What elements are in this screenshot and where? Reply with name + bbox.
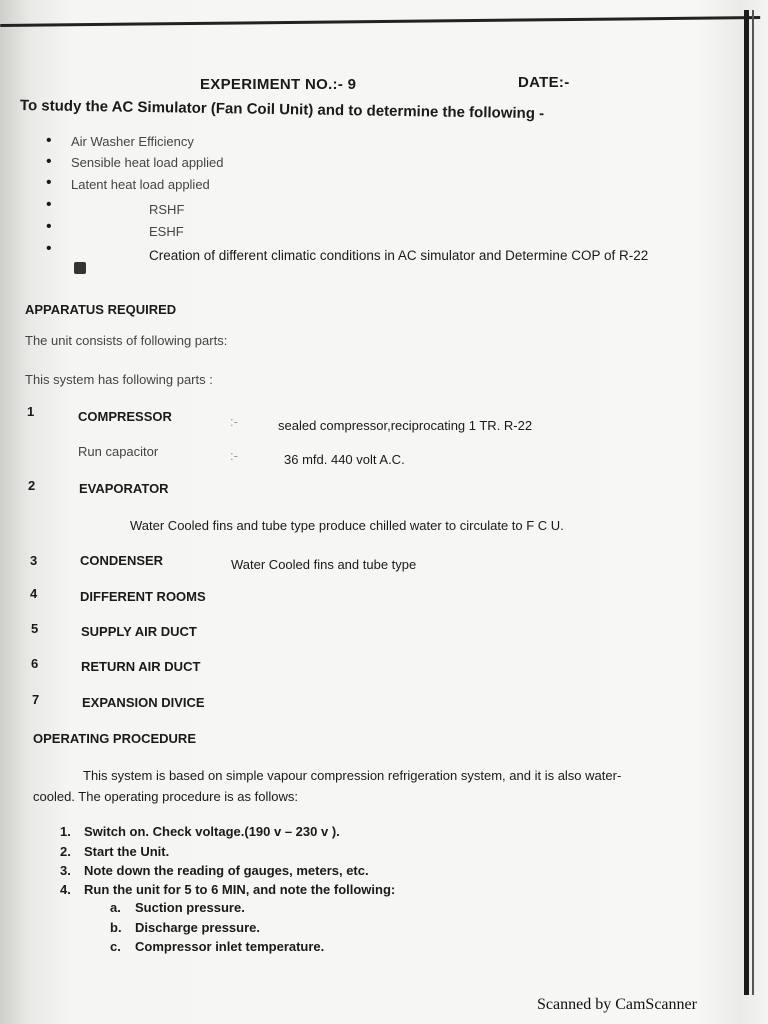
part-description: 36 mfd. 440 volt A.C. — [284, 452, 405, 467]
ink-smudge-icon — [74, 262, 86, 274]
apparatus-intro: This system has following parts : — [25, 372, 213, 387]
step-text: Switch on. Check voltage.(190 v – 230 v ). — [84, 824, 340, 839]
right-border-line-inner — [752, 10, 754, 995]
part-number: 1 — [27, 404, 35, 419]
bullet-icon: • — [46, 196, 52, 213]
substep-text: Compressor inlet temperature. — [135, 939, 325, 954]
substep-text: Discharge pressure. — [135, 920, 261, 935]
step-number: 4. — [60, 882, 71, 897]
date-label: DATE:- — [518, 74, 570, 91]
part-name: EVAPORATOR — [79, 481, 169, 496]
part-number: 6 — [31, 656, 39, 671]
procedure-heading: OPERATING PROCEDURE — [33, 731, 196, 746]
part-number: 2 — [28, 478, 36, 493]
step-text: Start the Unit. — [84, 844, 170, 859]
substep-letter: b. — [110, 920, 122, 935]
part-name: Run capacitor — [78, 444, 159, 459]
substep-letter: c. — [110, 939, 121, 954]
part-separator: :- — [230, 414, 238, 429]
part-name: EXPANSION DIVICE — [82, 695, 205, 710]
objective-item: RSHF — [149, 202, 185, 217]
bullet-icon: • — [46, 153, 52, 170]
part-name: COMPRESSOR — [78, 409, 172, 424]
top-border-line — [0, 0, 760, 27]
part-name: SUPPLY AIR DUCT — [81, 624, 197, 639]
part-number: 5 — [31, 621, 39, 636]
part-description: Water Cooled fins and tube type produce chilled water to circulate to F C U. — [130, 518, 564, 533]
apparatus-heading: APPARATUS REQUIRED — [25, 302, 177, 317]
step-number: 1. — [60, 824, 71, 839]
scanner-watermark: Scanned by CamScanner — [537, 996, 697, 1013]
procedure-intro: cooled. The operating procedure is as follows: — [33, 789, 298, 804]
step-text: Run the unit for 5 to 6 MIN, and note the following: — [84, 882, 396, 897]
part-description: Water Cooled fins and tube type — [231, 557, 417, 572]
substep-text: Suction pressure. — [135, 900, 245, 915]
apparatus-intro: The unit consists of following parts: — [25, 333, 228, 348]
part-name: RETURN AIR DUCT — [81, 659, 201, 674]
bullet-icon: • — [46, 174, 52, 191]
bullet-icon: • — [46, 240, 52, 257]
procedure-intro: This system is based on simple vapour compression refrigeration system, and it is also water- — [83, 768, 622, 783]
objective-item: Sensible heat load applied — [71, 155, 224, 170]
part-number: 4 — [30, 586, 38, 601]
step-number: 3. — [60, 863, 71, 878]
part-number: 7 — [32, 692, 40, 707]
experiment-number: EXPERIMENT NO.:- 9 — [200, 76, 357, 93]
substep-letter: a. — [110, 900, 121, 915]
part-separator: :- — [230, 448, 238, 463]
right-border-line — [744, 10, 749, 995]
part-name: CONDENSER — [80, 553, 164, 568]
objective-item: ESHF — [149, 224, 184, 239]
step-text: Note down the reading of gauges, meters, etc. — [84, 863, 369, 878]
part-description: sealed compressor,reciprocating 1 TR. R-22 — [278, 418, 533, 433]
bullet-icon: • — [46, 132, 52, 149]
part-number: 3 — [30, 553, 38, 568]
step-number: 2. — [60, 844, 71, 859]
objective-item: Creation of different climatic conditions in AC simulator and Determine COP of R-22 — [149, 248, 649, 263]
objective-item: Air Washer Efficiency — [71, 134, 194, 149]
bullet-icon: • — [46, 218, 52, 235]
part-name: DIFFERENT ROOMS — [80, 589, 206, 604]
experiment-title: To study the AC Simulator (Fan Coil Unit) and to determine the following - — [19, 97, 545, 123]
objective-item: Latent heat load applied — [71, 177, 210, 192]
